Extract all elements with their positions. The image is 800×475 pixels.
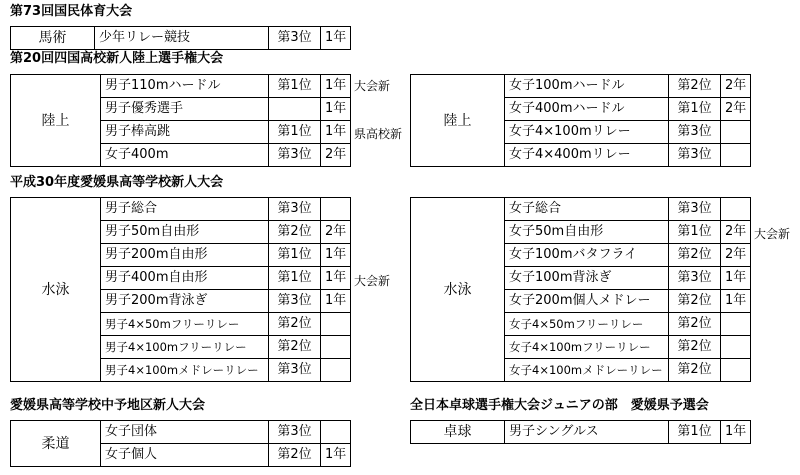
grade-cell: 1年 bbox=[321, 267, 351, 290]
sport-cell: 陸上 bbox=[11, 75, 101, 167]
grade-cell bbox=[721, 359, 751, 382]
event-cell: 女子4×100mメドレーリレー bbox=[505, 359, 669, 382]
table-tennis-table bbox=[410, 420, 751, 444]
table-row bbox=[11, 421, 351, 444]
sport-cell: 水泳 bbox=[11, 198, 101, 382]
rank-cell: 第2位 bbox=[669, 313, 721, 336]
rank-cell: 第1位 bbox=[669, 221, 721, 244]
grade-cell bbox=[321, 421, 351, 444]
rank-cell: 第3位 bbox=[269, 421, 321, 444]
rank-cell: 第2位 bbox=[669, 244, 721, 267]
grade-cell: 2年 bbox=[721, 75, 751, 98]
section-title-ehime-rookie: 平成30年度愛媛県高等学校新人大会 bbox=[10, 175, 224, 190]
event-cell: 女子50m自由形 bbox=[505, 221, 669, 244]
event-cell: 女子団体 bbox=[101, 421, 269, 444]
rank-cell: 第1位 bbox=[669, 98, 721, 121]
event-cell: 男子シングルス bbox=[505, 421, 669, 444]
grade-cell: 1年 bbox=[321, 27, 351, 50]
grade-cell: 1年 bbox=[721, 290, 751, 313]
event-cell: 女子400m bbox=[101, 144, 269, 167]
rank-cell: 第1位 bbox=[669, 421, 721, 444]
grade-cell: 2年 bbox=[721, 244, 751, 267]
grade-cell: 1年 bbox=[321, 75, 351, 98]
ehime-swim-left-table bbox=[10, 197, 351, 382]
rank-cell: 第3位 bbox=[269, 144, 321, 167]
chuyo-judo-table bbox=[10, 420, 351, 467]
grade-cell: 2年 bbox=[321, 144, 351, 167]
section-title-shikoku-track: 第20回四国高校新人陸上選手権大会 bbox=[10, 51, 224, 66]
shikoku-track-right-table bbox=[410, 74, 751, 167]
kokutai-table bbox=[10, 26, 351, 50]
rank-cell: 第2位 bbox=[269, 444, 321, 467]
grade-cell bbox=[721, 121, 751, 144]
event-cell: 男子棒高跳 bbox=[101, 121, 269, 144]
section-title-chuyo-rookie: 愛媛県高等学校中予地区新人大会 bbox=[10, 398, 206, 413]
shikoku-track-left-table bbox=[10, 74, 351, 167]
section-title-kokutai: 第73回国民体育大会 bbox=[10, 4, 133, 19]
event-cell: 男子総合 bbox=[101, 198, 269, 221]
event-cell: 男子400m自由形 bbox=[101, 267, 269, 290]
grade-cell bbox=[721, 144, 751, 167]
grade-cell: 2年 bbox=[721, 98, 751, 121]
event-cell: 女子100mハードル bbox=[505, 75, 669, 98]
table-row bbox=[411, 75, 751, 98]
event-cell: 女子4×100mリレー bbox=[505, 121, 669, 144]
event-cell: 男子4×50mフリーリレー bbox=[101, 313, 269, 336]
rank-cell: 第2位 bbox=[269, 313, 321, 336]
rank-cell: 第2位 bbox=[669, 359, 721, 382]
event-cell: 女子個人 bbox=[101, 444, 269, 467]
grade-cell bbox=[721, 198, 751, 221]
table-row bbox=[11, 198, 351, 221]
table-row bbox=[11, 75, 351, 98]
rank-cell: 第3位 bbox=[669, 144, 721, 167]
grade-cell bbox=[321, 313, 351, 336]
rank-cell: 第3位 bbox=[269, 359, 321, 382]
record-note: 大会新 bbox=[354, 274, 391, 288]
event-cell: 男子50m自由形 bbox=[101, 221, 269, 244]
sport-cell: 陸上 bbox=[411, 75, 505, 167]
section-title-table-tennis: 全日本卓球選手権大会ジュニアの部 愛媛県予選会 bbox=[410, 398, 709, 413]
event-cell: 女子総合 bbox=[505, 198, 669, 221]
grade-cell: 1年 bbox=[321, 444, 351, 467]
grade-cell bbox=[321, 198, 351, 221]
rank-cell: 第2位 bbox=[669, 290, 721, 313]
event-cell: 女子100mバタフライ bbox=[505, 244, 669, 267]
rank-cell: 第3位 bbox=[269, 27, 321, 50]
rank-cell: 第1位 bbox=[269, 121, 321, 144]
table-row bbox=[411, 198, 751, 221]
grade-cell: 1年 bbox=[321, 244, 351, 267]
event-cell: 男子200m背泳ぎ bbox=[101, 290, 269, 313]
rank-cell: 第1位 bbox=[269, 75, 321, 98]
record-note: 大会新 bbox=[354, 79, 391, 93]
grade-cell bbox=[321, 359, 351, 382]
event-cell: 女子200m個人メドレー bbox=[505, 290, 669, 313]
grade-cell: 1年 bbox=[721, 267, 751, 290]
event-cell: 女子4×50mフリーリレー bbox=[505, 313, 669, 336]
event-cell: 男子4×100mメドレーリレー bbox=[101, 359, 269, 382]
event-cell: 女子100m背泳ぎ bbox=[505, 267, 669, 290]
sport-cell: 水泳 bbox=[411, 198, 505, 382]
record-note: 大会新 bbox=[754, 227, 791, 241]
sport-cell: 卓球 bbox=[411, 421, 505, 444]
grade-cell: 1年 bbox=[321, 290, 351, 313]
event-cell: 女子4×100mフリーリレー bbox=[505, 336, 669, 359]
event-cell: 女子4×400mリレー bbox=[505, 144, 669, 167]
grade-cell: 2年 bbox=[721, 221, 751, 244]
grade-cell bbox=[321, 336, 351, 359]
event-cell: 男子優秀選手 bbox=[101, 98, 269, 121]
sport-cell: 馬術 bbox=[11, 27, 95, 50]
grade-cell: 1年 bbox=[721, 421, 751, 444]
event-cell: 男子200m自由形 bbox=[101, 244, 269, 267]
rank-cell: 第2位 bbox=[269, 336, 321, 359]
rank-cell: 第3位 bbox=[269, 290, 321, 313]
grade-cell: 1年 bbox=[321, 121, 351, 144]
rank-cell: 第1位 bbox=[269, 244, 321, 267]
grade-cell: 1年 bbox=[321, 98, 351, 121]
ehime-swim-right-table bbox=[410, 197, 751, 382]
rank-cell: 第2位 bbox=[269, 221, 321, 244]
rank-cell: 第2位 bbox=[669, 75, 721, 98]
rank-cell: 第3位 bbox=[669, 121, 721, 144]
rank-cell: 第3位 bbox=[669, 198, 721, 221]
grade-cell bbox=[721, 313, 751, 336]
event-cell: 男子4×100mフリーリレー bbox=[101, 336, 269, 359]
rank-cell: 第1位 bbox=[269, 267, 321, 290]
record-note: 県高校新 bbox=[354, 127, 403, 141]
event-cell: 女子400mハードル bbox=[505, 98, 669, 121]
table-row bbox=[11, 27, 351, 50]
table-row bbox=[411, 421, 751, 444]
sport-cell: 柔道 bbox=[11, 421, 101, 467]
grade-cell: 2年 bbox=[321, 221, 351, 244]
rank-cell bbox=[269, 98, 321, 121]
rank-cell: 第3位 bbox=[269, 198, 321, 221]
rank-cell: 第2位 bbox=[669, 336, 721, 359]
event-cell: 少年リレー競技 bbox=[95, 27, 269, 50]
rank-cell: 第3位 bbox=[669, 267, 721, 290]
event-cell: 男子110mハードル bbox=[101, 75, 269, 98]
grade-cell bbox=[721, 336, 751, 359]
